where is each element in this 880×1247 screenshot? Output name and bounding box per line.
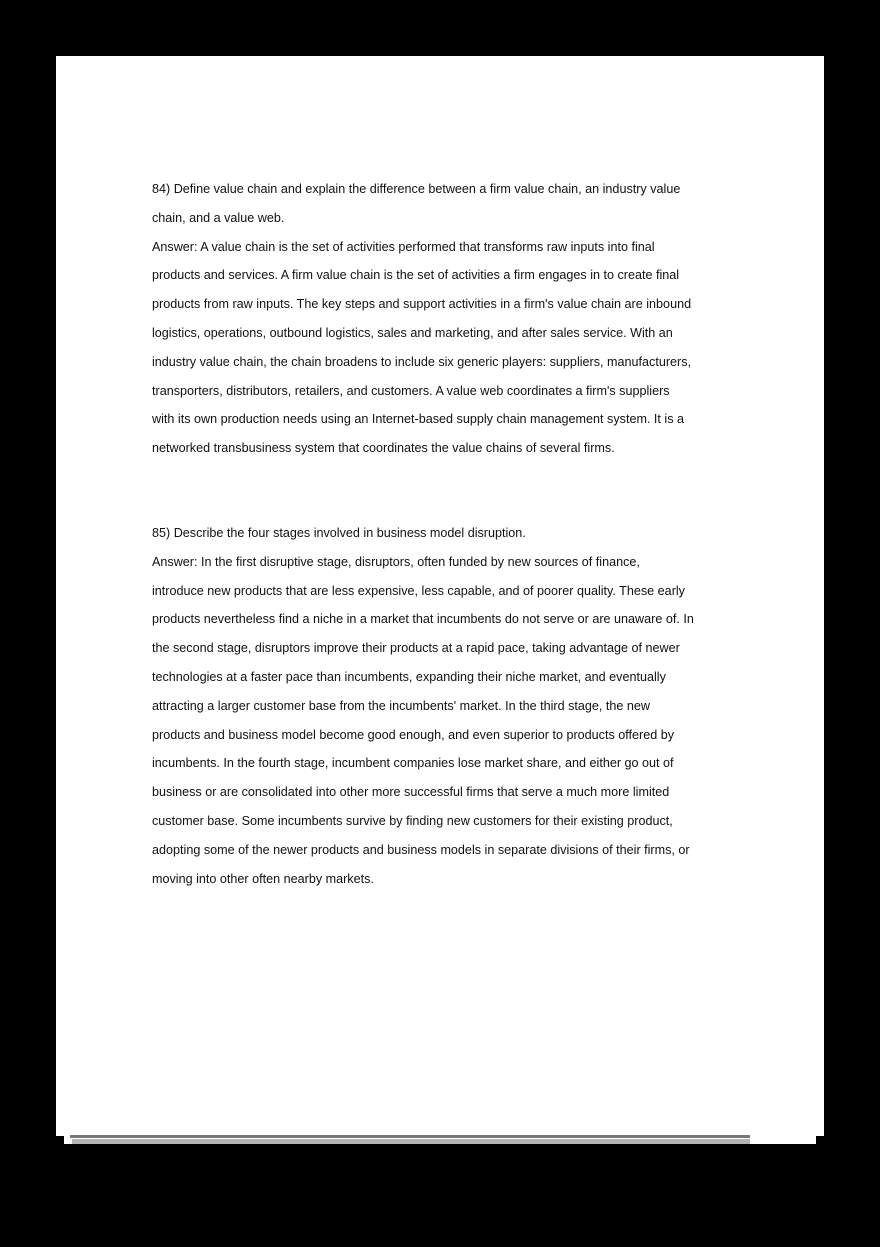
answer-text: products and services. A firm value chain is the set of activities a firm engages in to create final: [152, 268, 680, 283]
answer-text: attracting a larger customer base from the incumbents' market. In the third stage, the new: [152, 698, 651, 713]
question-84: [152, 178, 722, 466]
answer-text: products nevertheless find a niche in a market that incumbents do not serve or are unaware of. In: [152, 612, 694, 627]
answer-text: adopting some of the newer products and business models in separate divisions of their firms, or: [152, 842, 690, 857]
answer-text: transporters, distributors, retailers, and customers. A value web coordinates a firm's suppliers: [152, 383, 670, 398]
page-bottom-rule: [70, 1135, 750, 1138]
answer-text: logistics, operations, outbound logistics, sales and marketing, and after sales service. With an: [152, 325, 673, 340]
answer-text: products from raw inputs. The key steps and support activities in a firm's value chain are inbound: [152, 297, 692, 312]
answer-text: networked transbusiness system that coordinates the value chains of several firms.: [152, 441, 615, 456]
answer-text: technologies at a faster pace than incumbents, expanding their niche market, and eventually: [152, 669, 666, 684]
document-content: [152, 178, 722, 896]
answer-text: Answer: In the first disruptive stage, disruptors, often funded by new sources of finance,: [152, 554, 640, 569]
answer-text: industry value chain, the chain broadens to include six generic players: suppliers, manufacturers,: [152, 354, 692, 369]
answer-text: customer base. Some incumbents survive by finding new customers for their existing product,: [152, 813, 673, 828]
answer-text: with its own production needs using an Internet-based supply chain management system. It is a: [152, 412, 685, 427]
question-85: [152, 522, 722, 896]
answer-text: introduce new products that are less expensive, less capable, and of poorer quality. These early: [152, 583, 685, 598]
answer-text: the second stage, disruptors improve their products at a rapid pace, taking advantage of newer: [152, 641, 680, 656]
answer-text: business or are consolidated into other more successful firms that serve a much more limited: [152, 785, 670, 800]
question-text: 85) Describe the four stages involved in business model disruption.: [152, 525, 526, 540]
question-text: chain, and a value web.: [152, 210, 285, 225]
section-gap: [152, 466, 722, 522]
answer-text: products and business model become good enough, and even superior to products offered by: [152, 727, 675, 742]
answer-text: Answer: A value chain is the set of activities performed that transforms raw inputs into final: [152, 239, 655, 254]
page-bottom-shadow: [72, 1139, 750, 1144]
answer-text: moving into other often nearby markets.: [152, 871, 374, 886]
answer-text: incumbents. In the fourth stage, incumbent companies lose market share, and either go out of: [152, 756, 674, 771]
question-text: 84) Define value chain and explain the difference between a firm value chain, an industry value: [152, 182, 681, 196]
